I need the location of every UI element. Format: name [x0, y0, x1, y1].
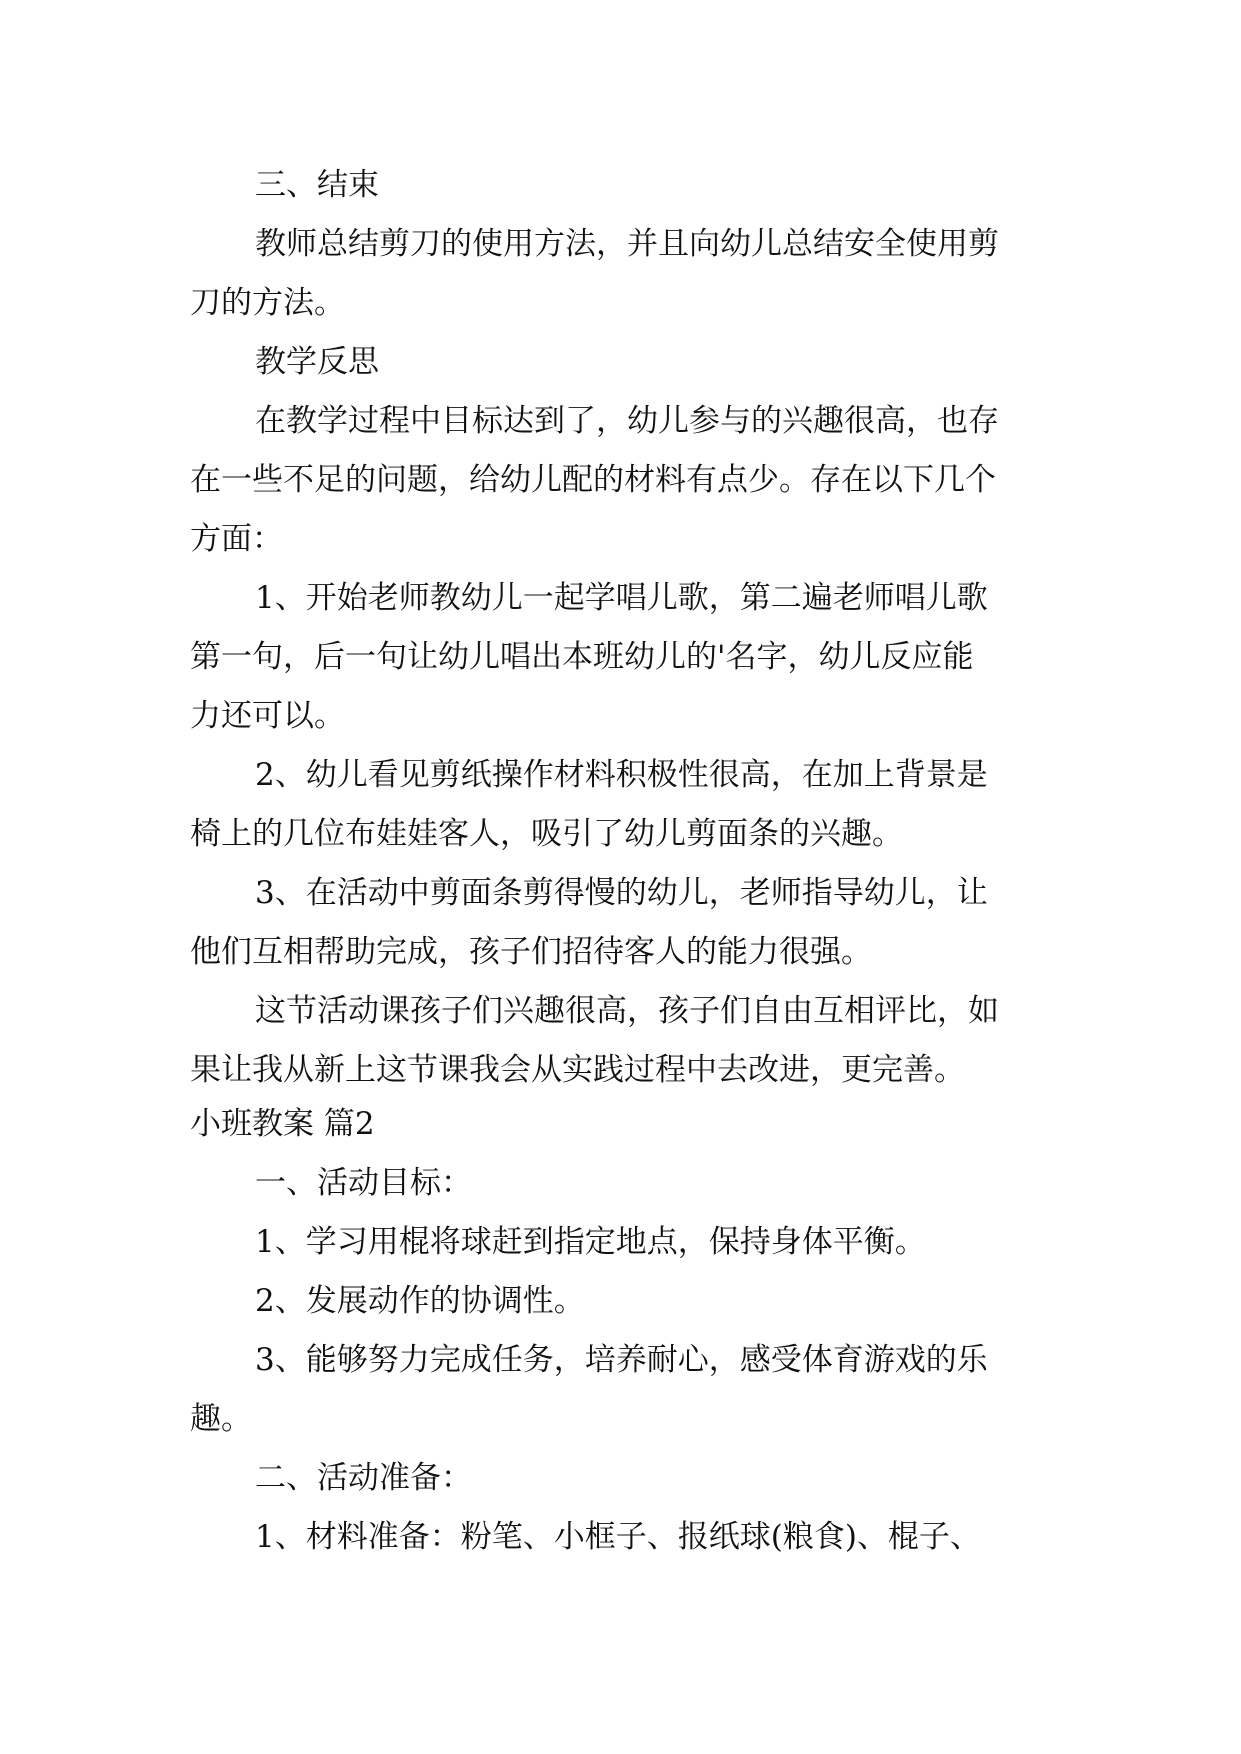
heading-teaching-reflection: 教学反思	[255, 344, 379, 380]
heading-activity-goals: 一、活动目标：	[255, 1165, 472, 1201]
heading-conclusion: 三、结束	[255, 167, 379, 203]
list-item-line: 椅上的几位布娃娃客人，吸引了幼儿剪面条的兴趣。	[190, 816, 903, 852]
list-item-line: 1、学习用棍将球赶到指定地点，保持身体平衡。	[255, 1224, 926, 1260]
paragraph-line: 果让我从新上这节课我会从实践过程中去改进，更完善。	[190, 1052, 965, 1088]
list-item-line: 2、幼儿看见剪纸操作材料积极性很高，在加上背景是	[255, 757, 988, 793]
paragraph-line: 在一些不足的问题，给幼儿配的材料有点少。存在以下几个	[190, 462, 996, 498]
heading-activity-preparation: 二、活动准备：	[255, 1460, 472, 1496]
list-item-line: 3、在活动中剪面条剪得慢的幼儿，老师指导幼儿，让	[255, 875, 988, 911]
paragraph-line: 教师总结剪刀的使用方法，并且向幼儿总结安全使用剪	[255, 226, 999, 262]
list-item-line: 趣。	[190, 1401, 252, 1437]
list-item-line: 2、发展动作的协调性。	[255, 1283, 585, 1319]
list-item-line: 3、能够努力完成任务，培养耐心，感受体育游戏的乐	[255, 1342, 988, 1378]
paragraph-line: 在教学过程中目标达到了，幼儿参与的兴趣很高，也存	[255, 403, 999, 439]
paragraph-line: 刀的方法。	[190, 285, 345, 321]
paragraph-line: 这节活动课孩子们兴趣很高，孩子们自由互相评比，如	[255, 993, 999, 1029]
section-title: 小班教案 篇2	[190, 1106, 375, 1142]
list-item-line: 第一句，后一句让幼儿唱出本班幼儿的'名字，幼儿反应能	[190, 639, 974, 675]
list-item-line: 1、材料准备：粉笔、小框子、报纸球(粮食)、棍子、	[255, 1519, 981, 1555]
list-item-line: 力还可以。	[190, 698, 345, 734]
list-item-line: 他们互相帮助完成，孩子们招待客人的能力很强。	[190, 934, 872, 970]
paragraph-line: 方面：	[190, 521, 283, 557]
list-item-line: 1、开始老师教幼儿一起学唱儿歌，第二遍老师唱儿歌	[255, 580, 988, 616]
